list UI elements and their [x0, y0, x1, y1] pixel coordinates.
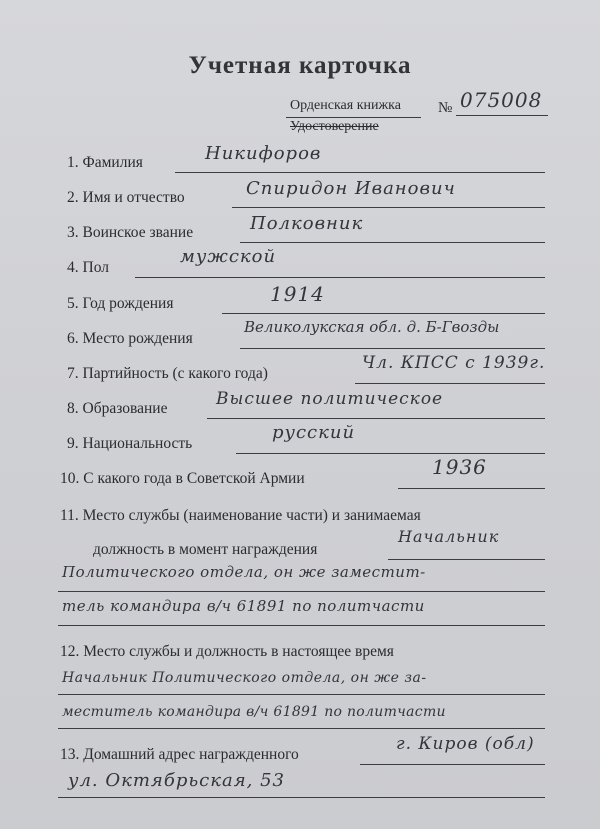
- field-10-label: 10. С какого года в Советской Армии: [60, 470, 305, 487]
- field-9-label: 9. Национальность: [67, 435, 193, 452]
- field-2-value: Спиридон Иванович: [246, 178, 456, 199]
- field-3-label: 3. Воинское звание: [67, 224, 194, 241]
- field-5-label: 5. Год рождения: [67, 295, 174, 312]
- field-7-line: [355, 383, 545, 384]
- field-3-value: Полковник: [250, 213, 364, 234]
- field-1-line: [175, 172, 545, 173]
- field-2-line: [232, 207, 545, 208]
- field-12-line1: [58, 694, 545, 695]
- number-underline: [456, 115, 548, 116]
- field-11-value-line3: тель командира в/ч 61891 по политчасти: [62, 597, 425, 615]
- field-11-line3: [58, 625, 545, 626]
- field-8-line: [207, 418, 545, 419]
- field-6-label: 6. Место рождения: [67, 330, 193, 347]
- field-7-value: Чл. КПСС с 1939г.: [362, 353, 546, 373]
- field-5-line: [222, 313, 545, 314]
- field-1-value: Никифоров: [205, 143, 322, 164]
- field-11-line2: [58, 591, 545, 592]
- field-9-value: русский: [272, 422, 356, 443]
- field-12-value-line1: Начальник Политического отдела, он же за-: [62, 670, 427, 686]
- field-1-label: 1. Фамилия: [67, 154, 143, 171]
- field-13-line2: [58, 797, 545, 798]
- certificate-label-crossed: Удостоверение: [290, 119, 379, 134]
- field-12-value-line2: меститель командира в/ч 61891 по политчасти: [62, 704, 446, 720]
- field-5-value: 1914: [270, 282, 325, 306]
- card-title: Учетная карточка: [188, 52, 412, 79]
- field-2-label: 2. Имя и отчество: [67, 189, 185, 206]
- field-13-value-line2: ул. Октябрьская, 53: [68, 770, 285, 791]
- field-9-line: [236, 453, 545, 454]
- field-11-value-line1: Начальник: [398, 527, 500, 546]
- field-4-label: 4. Пол: [67, 259, 109, 276]
- field-12-line2: [58, 728, 545, 729]
- field-11-value-line2: Политического отдела, он же заместит-: [62, 563, 426, 581]
- number-sign: №: [438, 100, 453, 116]
- field-11-line1: [388, 559, 545, 560]
- field-6-value: Великолукская обл. д. Б-Гвозды: [244, 318, 500, 336]
- field-13-value-line1: г. Киров (обл): [396, 734, 535, 754]
- field-8-label: 8. Образование: [67, 400, 168, 417]
- order-book-label: Орденская книжка: [290, 98, 401, 113]
- field-4-value: мужской: [180, 246, 277, 267]
- order-book-number: 075008: [460, 88, 543, 112]
- field-4-line: [135, 277, 545, 278]
- order-book-underline: [286, 117, 421, 118]
- field-3-line: [240, 242, 545, 243]
- field-11-label-line2: должность в момент награждения: [93, 541, 318, 558]
- field-7-label: 7. Партийность (с какого года): [67, 365, 268, 382]
- field-12-label-line1: 12. Место службы и должность в настоящее время: [60, 643, 394, 660]
- field-8-value: Высшее политическое: [216, 389, 444, 409]
- field-13-label-line1: 13. Домашний адрес награжденного: [60, 746, 299, 763]
- field-6-line: [240, 348, 545, 349]
- field-10-value: 1936: [432, 455, 487, 479]
- field-10-line: [398, 488, 545, 489]
- field-11-label-line1: 11. Место службы (наименование части) и занимаемая: [60, 507, 421, 524]
- field-13-line1: [360, 764, 545, 765]
